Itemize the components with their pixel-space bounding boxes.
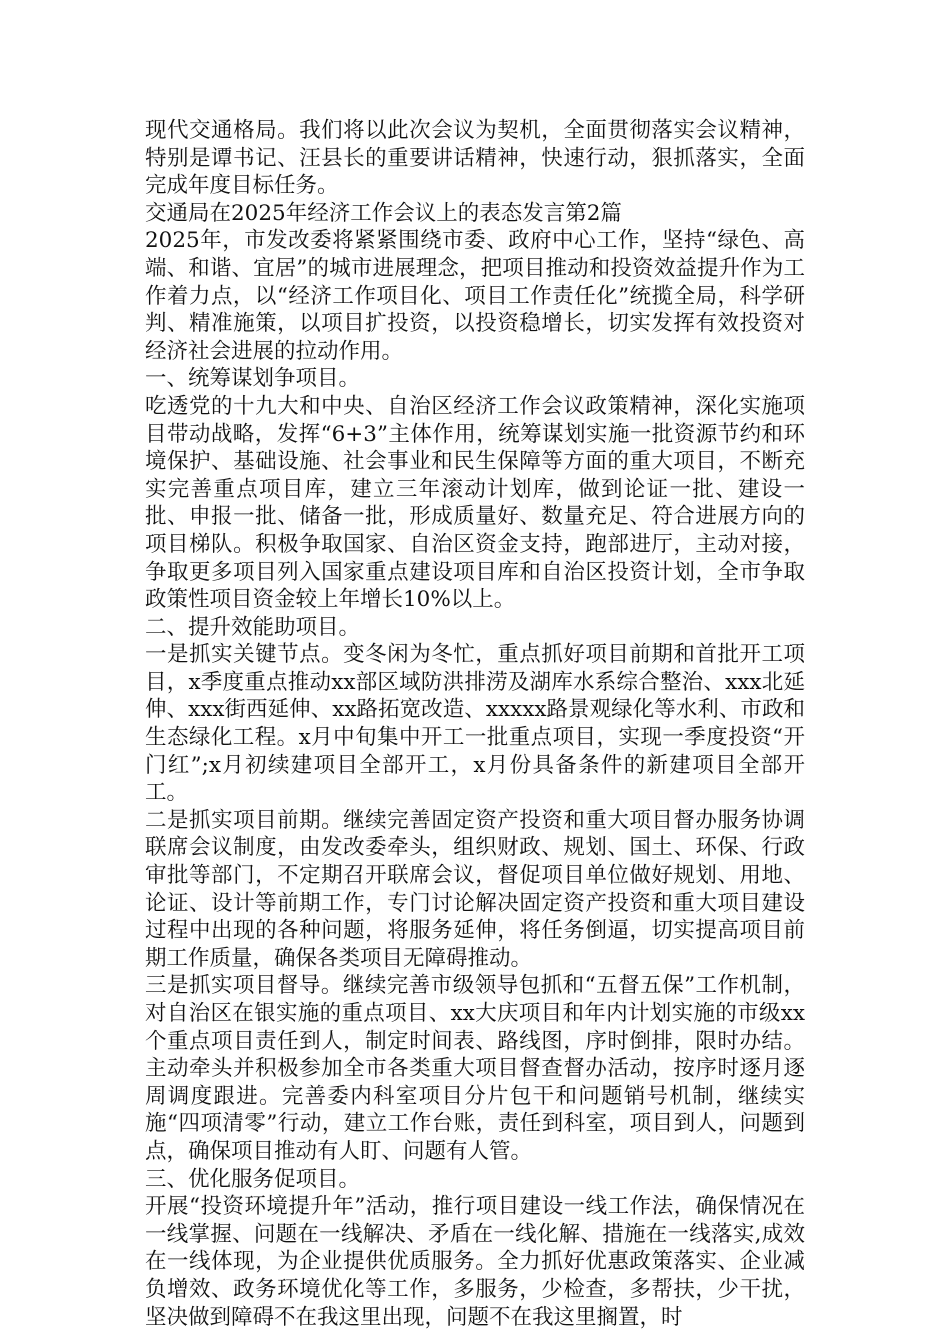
paragraph-intro: 2025年，市发改委将紧紧围绕市委、政府中心工作，坚持“绿色、高端、和谐、宜居”的城市进展理念，把项目推动和投资效益提升作为工作着力点，以“经济工作项目化、项目工作责任化”统揽全局，科学研判、精准施策，以项目扩投资，以投资稳增长，切实发挥有效投资对经济社会进展的拉动作用。 bbox=[145, 228, 805, 364]
paragraph-section-3: 开展“投资环境提升年”活动，推行项目建设一线工作法，确保情况在一线掌握、问题在一线解决、矛盾在一线化解、措施在一线落实,成效在一线体现，为企业提供优质服务。全力抓好优惠政策落实、企业减负增效、政务环境优化等工作，多服务，少检查，多帮扶，少干扰，坚决做到障碍不在我这里出现，问题不在我这里搁置，时 bbox=[145, 1194, 805, 1330]
document-title: 交通局在2025年经济工作会议上的表态发言第2篇 bbox=[145, 200, 622, 226]
paragraph-key-nodes: 一是抓实关键节点。变冬闲为冬忙，重点抓好项目前期和首批开工项目，x季度重点推动xx部区域防洪排涝及湖库水系综合整治、xxx北延伸、xxx街西延伸、xx路拓宽改造、xxxxx路景观绿化等水利、市政和生态绿化工程。x月中旬集中开工一批重点项目，实现一季度投资“开门红”;x月初续建项目全部开工，x月份具备条件的新建项目全部开工。 bbox=[145, 642, 805, 806]
paragraph-project-supervision: 三是抓实项目督导。继续完善市级领导包抓和“五督五保”工作机制，对自治区在银实施的重点项目、xx大庆项目和年内计划实施的市级xx个重点项目责任到人，制定时间表、路线图，序时倒排，限时办结。主动牵头并积极参加全市各类重大项目督查督办活动，按序时逐月逐周调度跟进。完善委内科室项目分片包干和问题销号机制，继续实施“四项清零”行动，建立工作台账，责任到科室，项目到人，问题到点，确保项目推动有人盯、问题有人管。 bbox=[145, 973, 805, 1164]
section-heading-2: 二、提升效能助项目。 bbox=[145, 614, 361, 640]
paragraph-section-1: 吃透党的十九大和中央、自治区经济工作会议政策精神，深化实施项目带动战略，发挥“6+3”主体作用，统筹谋划实施一批资源节约和环境保护、基础设施、社会事业和民生保障等方面的重大项目，不断充实完善重点项目库，建立三年滚动计划库，做到论证一批、建设一批、申报一批、储备一批，形成质量好、数量充足、符合进展方向的项目梯队。积极争取国家、自治区资金支持，跑部进厅，主动对接，争取更多项目列入国家重点建设项目库和自治区投资计划，全市争取政策性项目资金较上年增长10%以上。 bbox=[145, 393, 805, 613]
paragraph-closing-previous: 现代交通格局。我们将以此次会议为契机，全面贯彻落实会议精神，特别是谭书记、汪县长的重要讲话精神，快速行动，狠抓落实，全面完成年度目标任务。 bbox=[145, 118, 805, 199]
paragraph-project-preliminary: 二是抓实项目前期。继续完善固定资产投资和重大项目督办服务协调联席会议制度，由发改委牵头，组织财政、规划、国土、环保、行政审批等部门，不定期召开联席会议，督促项目单位做好规划、用地、论证、设计等前期工作，专门讨论解决固定资产投资和重大项目建设过程中出现的各种问题，将服务延伸，将任务倒逼，切实提高项目前期工作质量，确保各类项目无障碍推动。 bbox=[145, 807, 805, 971]
document-body bbox=[145, 117, 805, 1331]
section-heading-3: 三、优化服务促项目。 bbox=[145, 1166, 361, 1192]
section-heading-1: 一、统筹谋划争项目。 bbox=[145, 366, 361, 392]
